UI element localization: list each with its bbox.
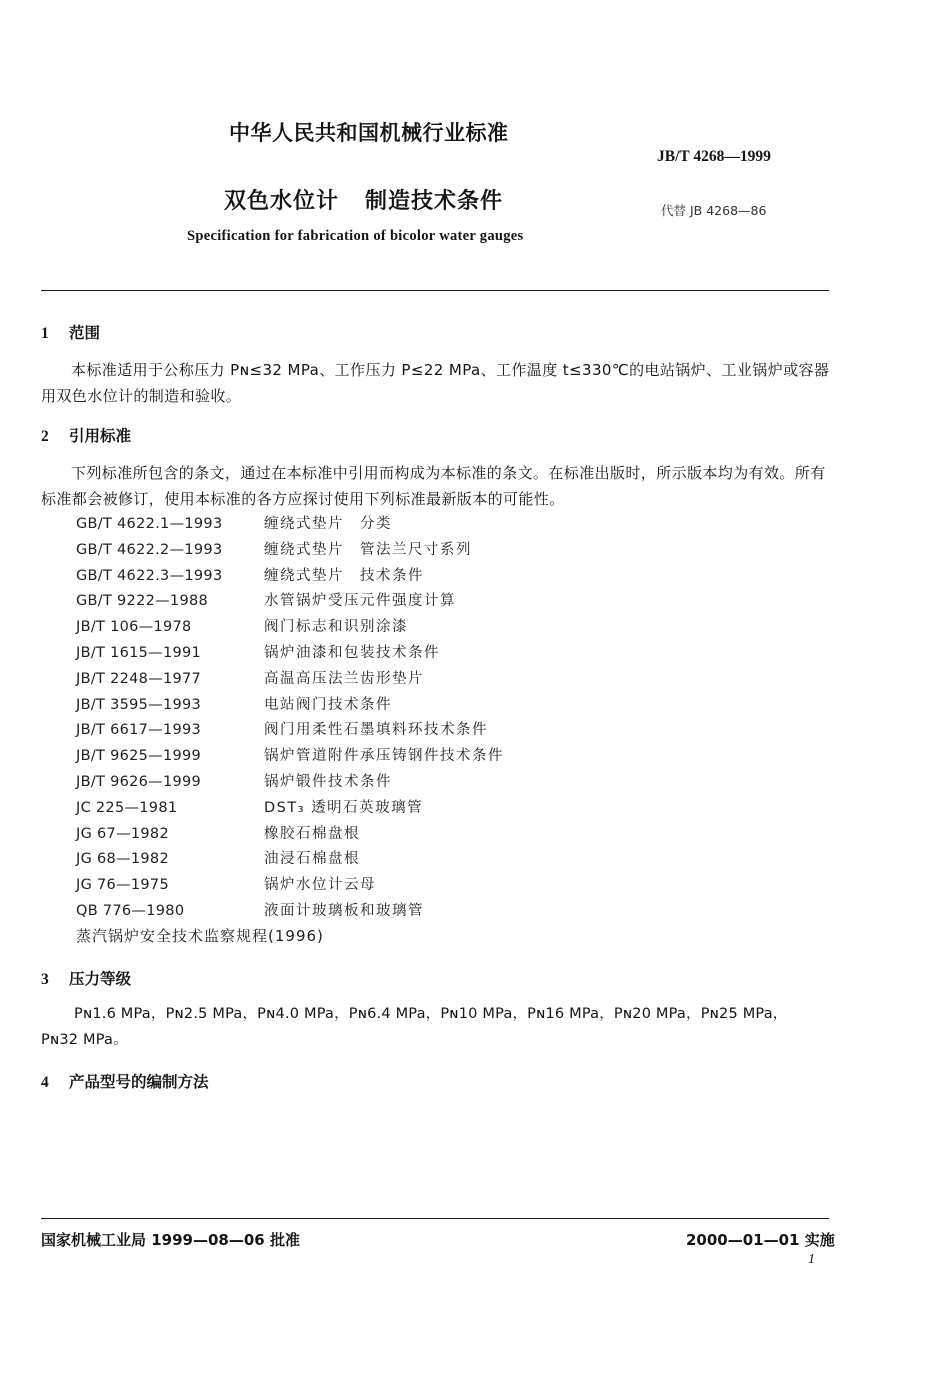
section-3-body	[41, 1001, 836, 1053]
reference-row	[76, 641, 504, 667]
reference-title: 油浸石棉盘根	[264, 851, 360, 868]
section-3-number: 3	[41, 971, 49, 988]
reference-title: 橡胶石棉盘根	[264, 825, 360, 842]
reference-title: 锅炉锻件技术条件	[264, 773, 392, 790]
reference-title: 缠绕式垫片 分类	[264, 516, 392, 532]
reference-code: JB/T 9626—1999	[76, 773, 202, 790]
regulation-reference: 蒸汽锅炉安全技术监察规程(1996)	[76, 927, 324, 945]
reference-row	[76, 744, 504, 770]
reference-code: GB/T 4622.1—1993	[76, 516, 223, 532]
normative-references-list	[76, 512, 504, 925]
reference-code: QB 776—1980	[76, 902, 185, 919]
reference-row	[76, 718, 504, 744]
reference-title: DST₃ 透明石英玻璃管	[264, 799, 424, 816]
reference-title: 缠绕式垫片 技术条件	[264, 567, 424, 584]
reference-code: GB/T 9222—1988	[76, 593, 209, 610]
header-rule	[41, 290, 829, 291]
reference-code: JC 225—1981	[76, 799, 178, 816]
reference-row	[76, 873, 504, 899]
replaces-note: 代替 JB 4268—86	[661, 203, 767, 218]
reference-row	[76, 538, 504, 564]
reference-code: JB/T 2248—1977	[76, 670, 202, 687]
reference-code: JB/T 1615—1991	[76, 644, 202, 661]
reference-code: GB/T 4622.2—1993	[76, 541, 223, 558]
page-number: 1	[808, 1252, 815, 1267]
reference-row	[76, 770, 504, 796]
reference-code: JG 67—1982	[76, 825, 169, 842]
section-1-heading	[41, 321, 100, 343]
reference-title: 电站阀门技术条件	[264, 696, 392, 713]
section-3-title: 压力等级	[69, 970, 132, 988]
reference-code: JG 76—1975	[76, 877, 169, 894]
reference-code: GB/T 4622.3—1993	[76, 567, 223, 584]
reference-code: JB/T 106—1978	[76, 619, 192, 636]
footer-rule	[41, 1218, 829, 1219]
reference-row	[76, 564, 504, 590]
reference-row	[76, 512, 504, 538]
section-1-title: 范围	[69, 324, 101, 342]
english-title: Specification for fabrication of bicolor water gauges	[187, 228, 524, 244]
approval-note: 国家机械工业局 1999—08—06 批准	[41, 1231, 300, 1249]
pressure-grades-line-1: Pɴ1.6 MPa，Pɴ2.5 MPa，Pɴ4.0 MPa，Pɴ6.4 MPa，Pɴ10 MPa，Pɴ16 MPa，Pɴ20 MPa，Pɴ25 MPa，	[74, 1006, 788, 1022]
reference-row	[76, 899, 504, 925]
section-2-title: 引用标准	[69, 427, 132, 445]
section-4-heading	[41, 1070, 209, 1092]
standard-number: JB/T 4268—1999	[657, 148, 771, 165]
title-part-2: 制造技术条件	[365, 189, 504, 214]
reference-code: JG 68—1982	[76, 851, 169, 868]
section-2-heading	[41, 424, 131, 446]
reference-row	[76, 693, 504, 719]
reference-row	[76, 847, 504, 873]
reference-title: 液面计玻璃板和玻璃管	[264, 902, 424, 919]
reference-title: 阀门用柔性石墨填料环技术条件	[264, 722, 488, 739]
implementation-date: 2000—01—01 实施	[686, 1231, 835, 1249]
section-1-body: 本标准适用于公称压力 Pɴ≤32 MPa、工作压力 P≤22 MPa、工作温度 t≤330℃的电站锅炉、工业锅炉或容器用双色水位计的制造和验收。	[41, 361, 830, 405]
section-3-heading	[41, 967, 131, 989]
reference-title: 锅炉管道附件承压铸钢件技术条件	[264, 748, 504, 765]
title-part-1: 双色水位计	[224, 189, 340, 214]
reference-title: 锅炉水位计云母	[264, 877, 376, 894]
reference-row	[76, 589, 504, 615]
reference-title: 缠绕式垫片 管法兰尺寸系列	[264, 541, 472, 558]
reference-title: 高温高压法兰齿形垫片	[264, 670, 424, 687]
pressure-grades-line-2: Pɴ32 MPa。	[41, 1032, 128, 1048]
section-2-number: 2	[41, 428, 49, 445]
document-title	[224, 184, 503, 215]
reference-title: 锅炉油漆和包装技术条件	[264, 644, 440, 661]
reference-row	[76, 796, 504, 822]
reference-row	[76, 822, 504, 848]
reference-code: JB/T 9625—1999	[76, 748, 202, 765]
reference-code: JB/T 3595—1993	[76, 696, 202, 713]
reference-title: 水管锅炉受压元件强度计算	[264, 593, 456, 610]
issuing-body-title: 中华人民共和国机械行业标准	[229, 121, 509, 145]
section-4-title: 产品型号的编制方法	[69, 1073, 209, 1091]
section-1-number: 1	[41, 325, 49, 342]
reference-row	[76, 667, 504, 693]
reference-row	[76, 615, 504, 641]
section-4-number: 4	[41, 1074, 49, 1091]
reference-code: JB/T 6617—1993	[76, 722, 202, 739]
reference-title: 阀门标志和识别涂漆	[264, 619, 408, 636]
section-2-body: 下列标准所包含的条文，通过在本标准中引用而构成为本标准的条文。在标准出版时，所示版本均为有效。所有标准都会被修订，使用本标准的各方应探讨使用下列标准最新版本的可能性。	[41, 464, 826, 508]
